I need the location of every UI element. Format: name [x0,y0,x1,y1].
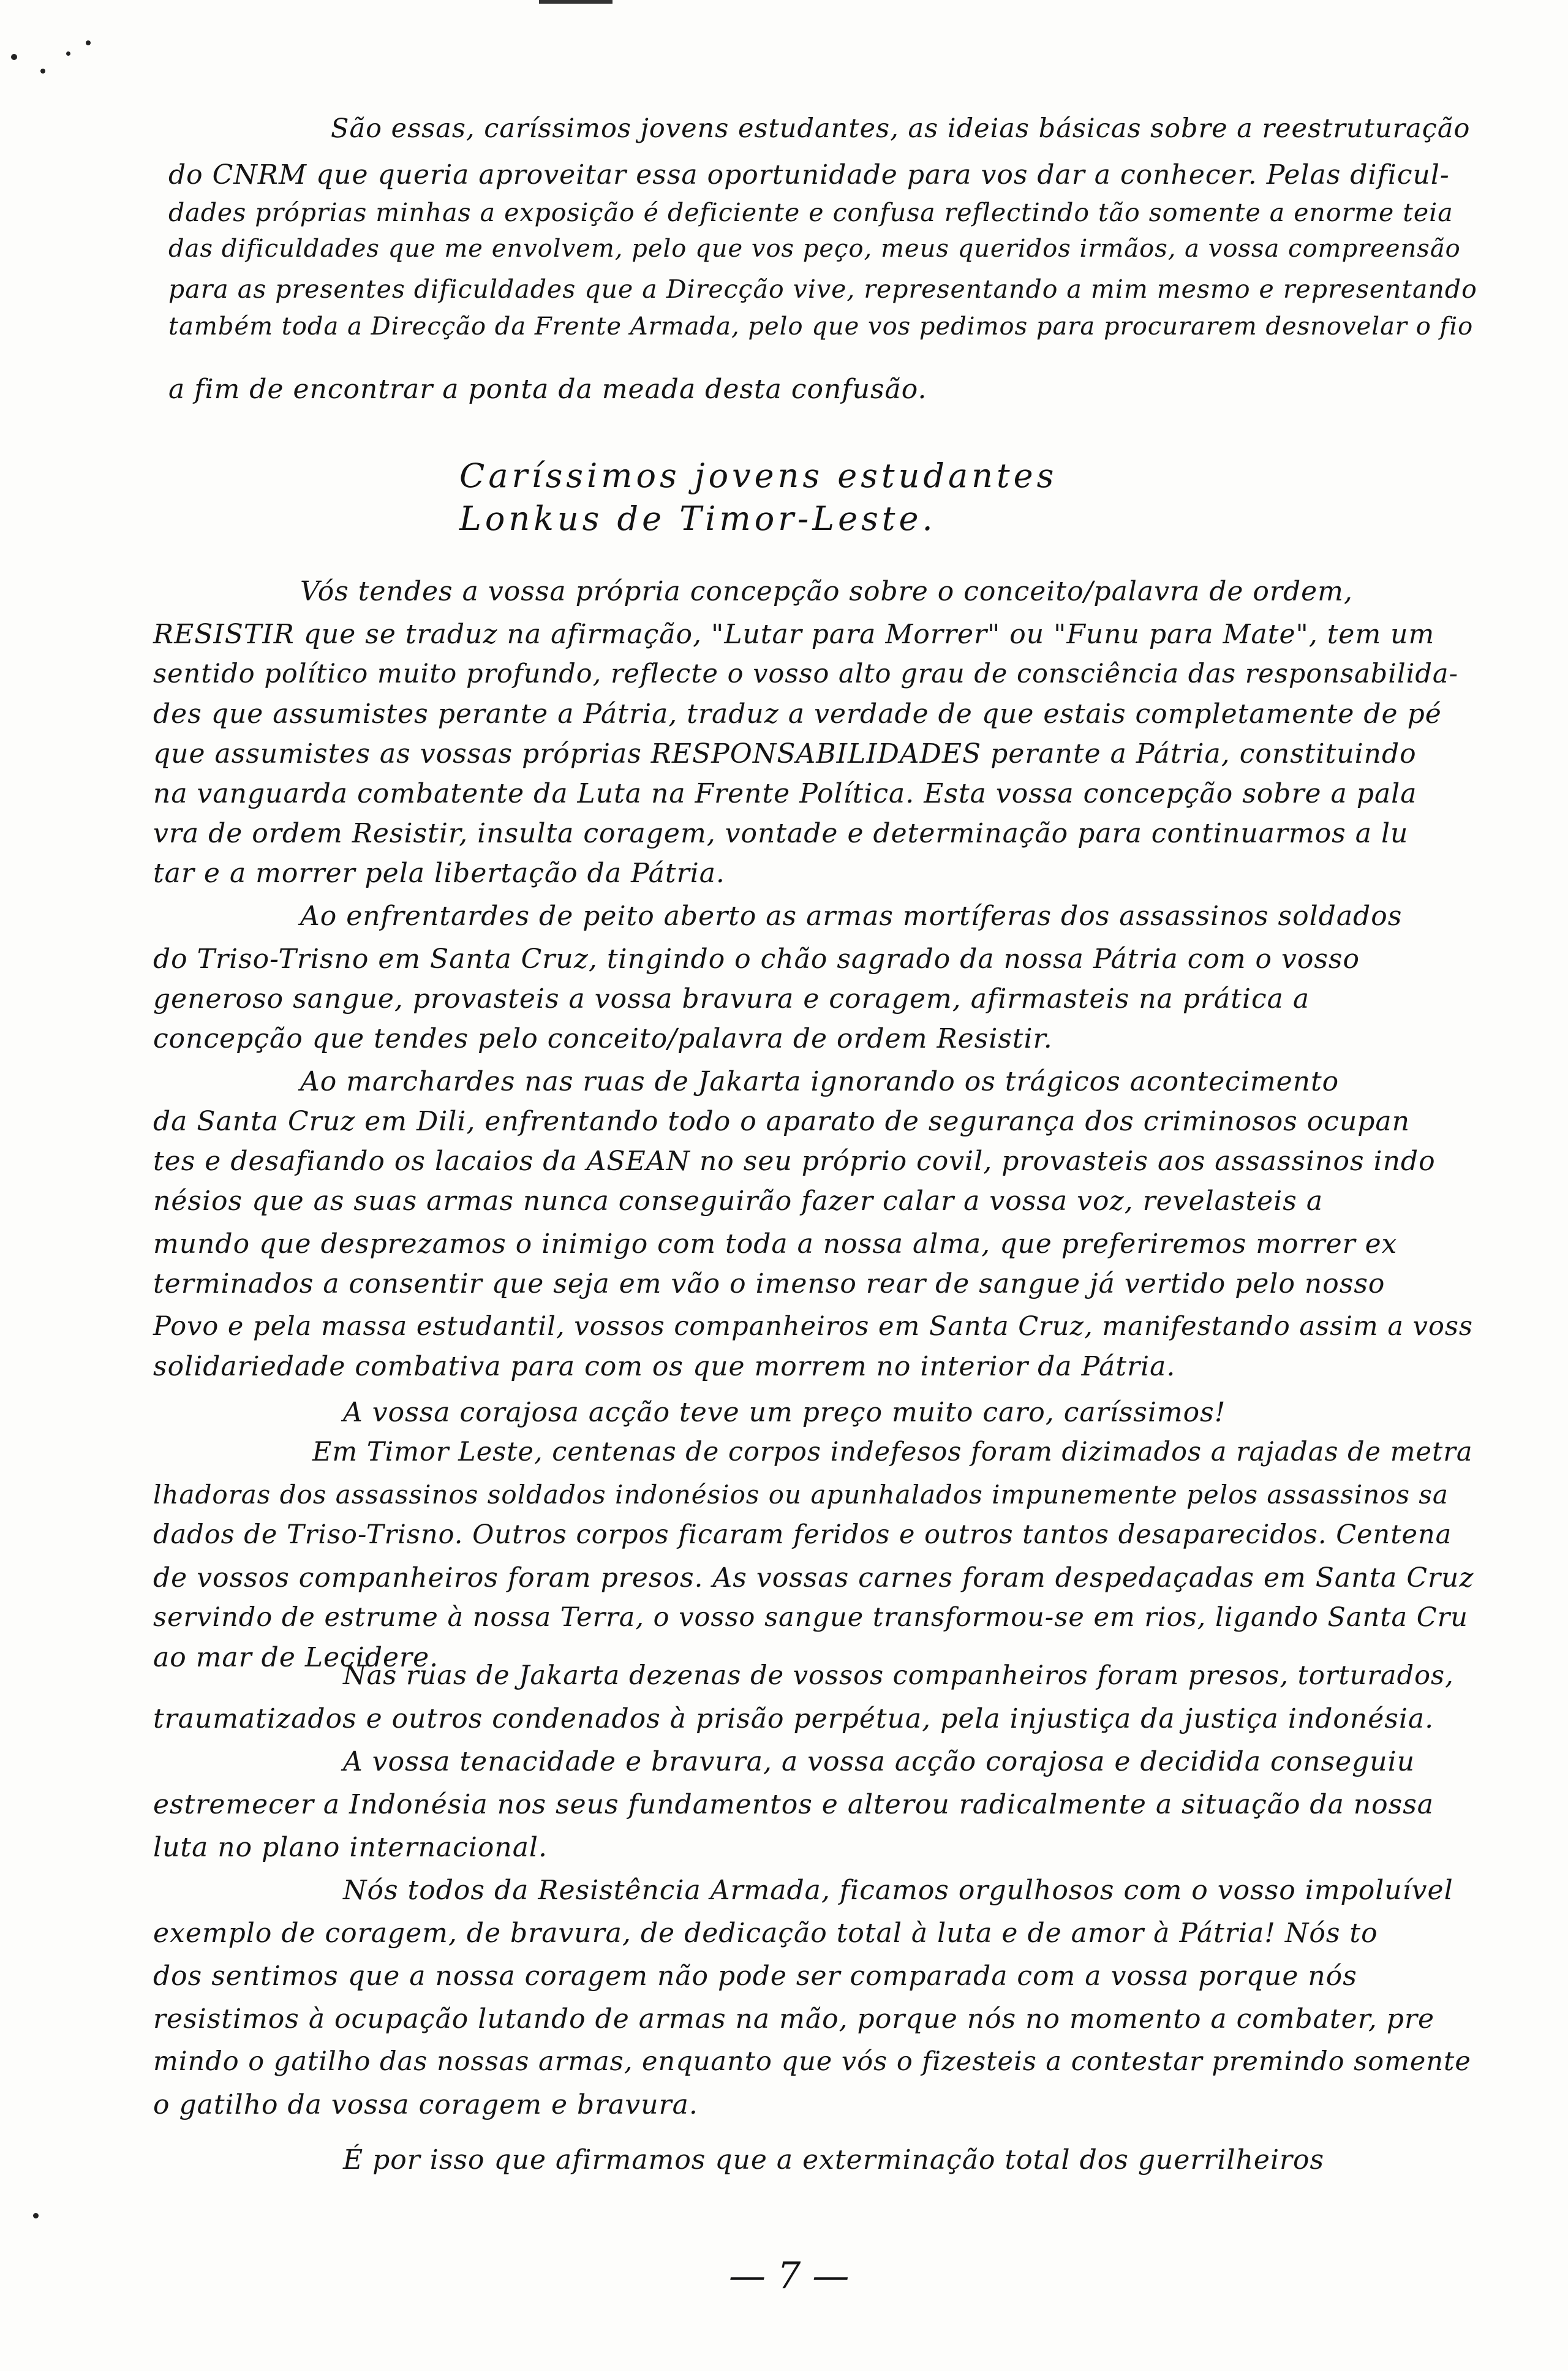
body-line: A vossa tenacidade e bravura, a vossa acção corajosa e decidida conseguiu [343,1746,1415,1777]
body-line: É por isso que afirmamos que a exterminação total dos guerrilheiros [343,2144,1325,2176]
body-line: do Triso-Trisno em Santa Cruz, tingindo o chão sagrado da nossa Pátria com o vosso [153,943,1360,975]
body-line: traumatizados e outros condenados à prisão perpétua, pela injustiça da justiça indonésia. [153,1703,1434,1734]
body-line: Ao marchardes nas ruas de Jakarta ignorando os trágicos acontecimento [300,1066,1340,1097]
paragraph-1-line: também toda a Direcção da Frente Armada, pelo que vos pedimos para procurarem desnovelar o fio [168,312,1474,341]
body-line: sentido político muito profundo, reflecte o vosso alto grau de consciência das responsabilida- [153,659,1459,689]
body-line: que assumistes as vossas próprias RESPONSABILIDADES perante a Pátria, constituindo [153,738,1417,770]
body-line: Vós tendes a vossa própria concepção sobre o conceito/palavra de ordem, [300,576,1353,607]
body-line: estremecer a Indonésia nos seus fundamentos e alterou radicalmente a situação da nossa [153,1789,1434,1820]
body-line: vra de ordem Resistir, insulta coragem, vontade e determinação para continuarmos a lu [153,818,1409,849]
ink-speck [11,54,17,60]
paragraph-1-line: São essas, caríssimos jovens estudantes, as ideias básicas sobre a reestruturação [331,113,1471,144]
ink-speck [86,40,91,45]
top-edge-mark [539,0,612,4]
body-line: concepção que tendes pelo conceito/palavra de ordem Resistir. [153,1023,1053,1054]
body-line: exemplo de coragem, de bravura, de dedicação total à luta e de amor à Pátria! Nós to [153,1918,1378,1949]
body-line: lhadoras dos assassinos soldados indonésios ou apunhalados impunemente pelos assassinos sa [153,1480,1449,1510]
body-line: des que assumistes perante a Pátria, traduz a verdade de que estais completamente de pé [153,698,1442,730]
body-line: dos sentimos que a nossa coragem não pode ser comparada com a vossa porque nós [153,1961,1357,1992]
body-line: tar e a morrer pela libertação da Pátria. [153,858,725,889]
body-line: Ao enfrentardes de peito aberto as armas mortíferas dos assassinos soldados [300,901,1403,932]
body-line: resistimos à ocupação lutando de armas na mão, porque nós no momento a combater, pre [153,2003,1435,2035]
salutation-line: Caríssimos jovens estudantes [459,456,1058,495]
body-line: terminados a consentir que seja em vão o imenso rear de sangue já vertido pelo nosso [153,1268,1385,1299]
body-line: Em Timor Leste, centenas de corpos indefesos foram dizimados a rajadas de metra [312,1437,1473,1467]
paragraph-1-line: dades próprias minhas a exposição é deficiente e confusa reflectindo tão somente a enorme teia [168,198,1453,227]
ink-speck [33,2213,39,2218]
body-line: na vanguarda combatente da Luta na Frente Política. Esta vossa concepção sobre a pala [153,778,1417,809]
body-line: Nas ruas de Jakarta dezenas de vossos companheiros foram presos, torturados, [343,1660,1454,1691]
body-line: luta no plano internacional. [153,1832,548,1863]
page-number: — 7 — [729,2255,850,2297]
paragraph-1-line: do CNRM que queria aproveitar essa oportunidade para vos dar a conhecer. Pelas dificul- [168,159,1450,191]
body-line: nésios que as suas armas nunca conseguirão fazer calar a vossa voz, revelasteis a [153,1186,1324,1217]
body-line: Povo e pela massa estudantil, vossos companheiros em Santa Cruz, manifestando assim a voss [153,1311,1473,1342]
body-line: mindo o gatilho das nossas armas, enquanto que vós o fizesteis a contestar premindo somente [153,2046,1471,2077]
body-line: Nós todos da Resistência Armada, ficamos orgulhosos com o vosso impoluível [343,1875,1453,1906]
body-line: solidariedade combativa para com os que morrem no interior da Pátria. [153,1351,1176,1382]
paragraph-1-line: a fim de encontrar a ponta da meada desta confusão. [168,374,927,405]
ink-speck [66,51,70,56]
body-line: servindo de estrume à nossa Terra, o vosso sangue transformou-se em rios, ligando Santa Cru [153,1602,1468,1633]
body-line: de vossos companheiros foram presos. As vossas carnes foram despedaçadas em Santa Cruz [153,1562,1474,1594]
paragraph-1-line: das dificuldades que me envolvem, pelo que vos peço, meus queridos irmãos, a vossa compreensão [168,235,1461,263]
body-line: da Santa Cruz em Dili, enfrentando todo o aparato de segurança dos criminosos ocupan [153,1106,1410,1137]
body-line: o gatilho da vossa coragem e bravura. [153,2089,698,2120]
body-line: A vossa corajosa acção teve um preço muito caro, caríssimos! [343,1397,1226,1428]
body-line: ao mar de Lecidere. [153,1642,439,1673]
body-line: tes e desafiando os lacaios da ASEAN no seu próprio covil, provasteis aos assassinos indo [153,1146,1436,1177]
body-line: generoso sangue, provasteis a vossa bravura e coragem, afirmasteis na prática a [153,983,1310,1015]
body-line: dados de Triso-Trisno. Outros corpos ficaram feridos e outros tantos desaparecidos. Centena [153,1519,1452,1550]
paragraph-1-line: para as presentes dificuldades que a Direcção vive, representando a mim mesmo e representando [168,274,1477,304]
body-line: RESISTIR que se traduz na afirmação, "Lutar para Morrer" ou "Funu para Mate", tem um [153,619,1435,650]
salutation-line: Lonkus de Timor-Leste. [459,499,937,538]
body-line: mundo que desprezamos o inimigo com toda a nossa alma, que preferiremos morrer ex [153,1228,1398,1260]
ink-speck [40,69,45,74]
